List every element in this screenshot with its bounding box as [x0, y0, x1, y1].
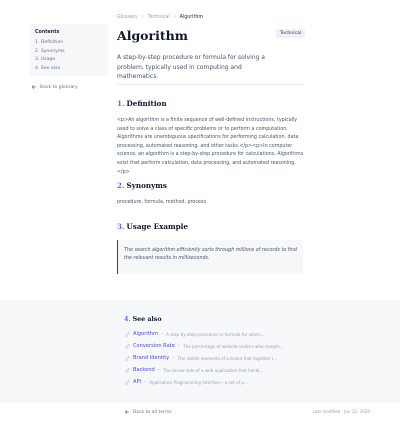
arrow-left-icon — [124, 409, 130, 415]
synonyms-text: procedure, formula, method, process — [117, 200, 206, 205]
section-title: See also — [132, 316, 162, 323]
see-also-item[interactable] — [125, 342, 284, 350]
see-also-item[interactable] — [125, 330, 265, 338]
term-summary: A step-by-step procedure or formula for solving a problem, typically used in computing and mathematics. — [117, 54, 265, 81]
see-also-term[interactable]: API — [133, 379, 142, 385]
definition-text: <p>An algorithm is a finite sequence of well-defined instructions, typically used to solve a class of specific problems or to perform a computation. Algorithms are unambiguous specifications for performing calculation, data processing, automated reasoning, and other tasks.</p><p>In computer science, an algorithm is a step-by-step procedure for calculations. Algorithms exist that perform calculation, data processing, and automated reasoning.</p> — [117, 118, 304, 175]
separator: – — [160, 331, 164, 337]
section-heading-synonyms — [117, 181, 167, 190]
see-also-item[interactable] — [125, 378, 248, 386]
divider — [117, 84, 303, 85]
breadcrumb — [117, 15, 203, 20]
page-title: Algorithm — [117, 28, 188, 43]
see-also-term[interactable]: Algorithm — [133, 331, 158, 337]
arrow-left-icon — [31, 84, 37, 90]
see-also-description: The server-side of a web application that handl... — [162, 367, 264, 373]
section-number: 3. — [117, 222, 125, 231]
section-number: 4. — [124, 316, 131, 323]
chevron-right-icon: › — [173, 15, 176, 20]
separator: – — [157, 367, 160, 373]
link-icon — [125, 344, 130, 349]
section-title: Usage Example — [126, 222, 188, 231]
see-also-description: Application Programming Interface - a set of p... — [149, 379, 248, 385]
back-to-all-terms-link[interactable] — [124, 409, 172, 415]
link-icon — [125, 380, 130, 385]
see-also-description: A step-by-step procedure or formula for solvin... — [166, 331, 265, 337]
breadcrumb-glossary[interactable]: Glossary — [117, 15, 138, 20]
separator: – — [172, 355, 175, 361]
section-title: Synonyms — [126, 181, 167, 190]
toc-item-definition[interactable]: 1. Definition — [35, 40, 64, 45]
link-icon — [125, 332, 130, 337]
separator: – — [177, 343, 181, 349]
separator: – — [144, 379, 147, 385]
section-number: 1. — [117, 99, 125, 108]
toc-item-usage[interactable]: 3. Usage — [35, 57, 56, 62]
table-of-contents — [30, 24, 108, 76]
section-number: 2. — [117, 181, 125, 190]
see-also-item[interactable] — [125, 366, 263, 374]
section-heading-see-also — [124, 316, 162, 323]
see-also-description: The percentage of website visitors who comple... — [183, 343, 284, 349]
section-heading-usage — [117, 222, 188, 231]
chevron-right-icon: › — [141, 15, 144, 20]
see-also-description: The visible elements of a brand that together i... — [177, 355, 278, 361]
back-to-glossary-link[interactable] — [31, 84, 78, 90]
back-to-all-terms-label: Back to all terms — [133, 409, 172, 415]
toc-title: Contents — [35, 30, 60, 35]
toc-item-synonyms[interactable]: 2. Synonyms — [35, 48, 65, 54]
breadcrumb-technical[interactable]: Technical — [147, 15, 170, 20]
see-also-term[interactable]: Brand Identity — [133, 355, 170, 361]
category-badge: Technical — [276, 29, 305, 38]
link-icon — [125, 356, 130, 361]
breadcrumb-current: Algorithm — [179, 15, 204, 20]
last-modified: Last modified · Jan 12, 2026 — [312, 409, 370, 414]
section-title: Definition — [126, 99, 167, 108]
usage-example-quote: The search algorithm efficiently sorts through millions of records to find the relevant results in milliseconds. — [117, 240, 303, 274]
link-icon — [125, 368, 130, 373]
section-heading-definition — [117, 99, 167, 108]
see-also-term[interactable]: Backend — [133, 367, 155, 373]
see-also-section — [0, 300, 400, 403]
see-also-item[interactable] — [125, 354, 277, 362]
back-to-glossary-label: Back to glossary — [40, 84, 78, 90]
toc-item-see-also[interactable]: 4. See also — [35, 65, 61, 71]
see-also-term[interactable]: Conversion Rate — [133, 343, 175, 349]
